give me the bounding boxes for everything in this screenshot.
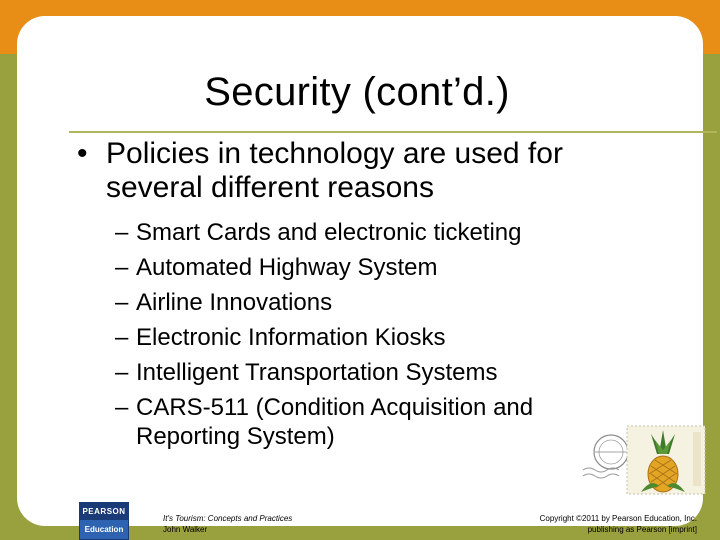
dash-marker: – [115, 289, 129, 316]
sub-bullet-text: Airline Innovations [136, 289, 333, 316]
bullet-marker: • [77, 137, 88, 170]
dash-marker: – [115, 359, 129, 386]
sub-bullet-text: Electronic Information Kiosks [136, 324, 446, 351]
slide-title: Security (cont’d.) [204, 70, 510, 114]
footer-copyright [447, 513, 697, 535]
sub-bullet-text: Smart Cards and electronic ticketing [136, 219, 522, 246]
sub-bullet-item [115, 323, 635, 358]
dash-marker: – [115, 254, 129, 281]
title-divider [69, 131, 717, 133]
sub-bullet-item [115, 218, 635, 253]
dash-marker: – [115, 324, 129, 351]
dash-marker: – [115, 394, 129, 421]
footer-publisher-line: publishing as Pearson [imprint] [587, 525, 697, 534]
sub-bullet-text: Intelligent Transportation Systems [136, 359, 498, 386]
sub-bullet-item [115, 253, 635, 288]
sub-bullet-text: Automated Highway System [136, 254, 438, 281]
sub-bullet-text: CARS-511 (Condition Acquisition and Reporting System) [136, 394, 534, 450]
sub-bullet-item [115, 288, 635, 323]
pearson-education-logo [79, 502, 129, 540]
main-bullet-text: Policies in technology are used for several different reasons [106, 137, 563, 204]
footer-book-info [163, 513, 292, 535]
sub-bullet-item [115, 358, 635, 393]
footer-book-title: It's Tourism: Concepts and Practices [163, 514, 293, 523]
logo-top-text: PEARSON [80, 503, 128, 520]
logo-bottom-text: Education [80, 520, 128, 539]
pineapple-postage-stamp-icon [581, 420, 711, 498]
sub-bullet-list [115, 218, 635, 457]
footer-author: John Walker [163, 525, 208, 534]
dash-marker: – [115, 219, 129, 246]
slide-card [17, 16, 703, 534]
sub-bullet-item [115, 393, 635, 457]
footer-copyright-line: Copyright ©2011 by Pearson Education, Inc. [539, 514, 697, 523]
